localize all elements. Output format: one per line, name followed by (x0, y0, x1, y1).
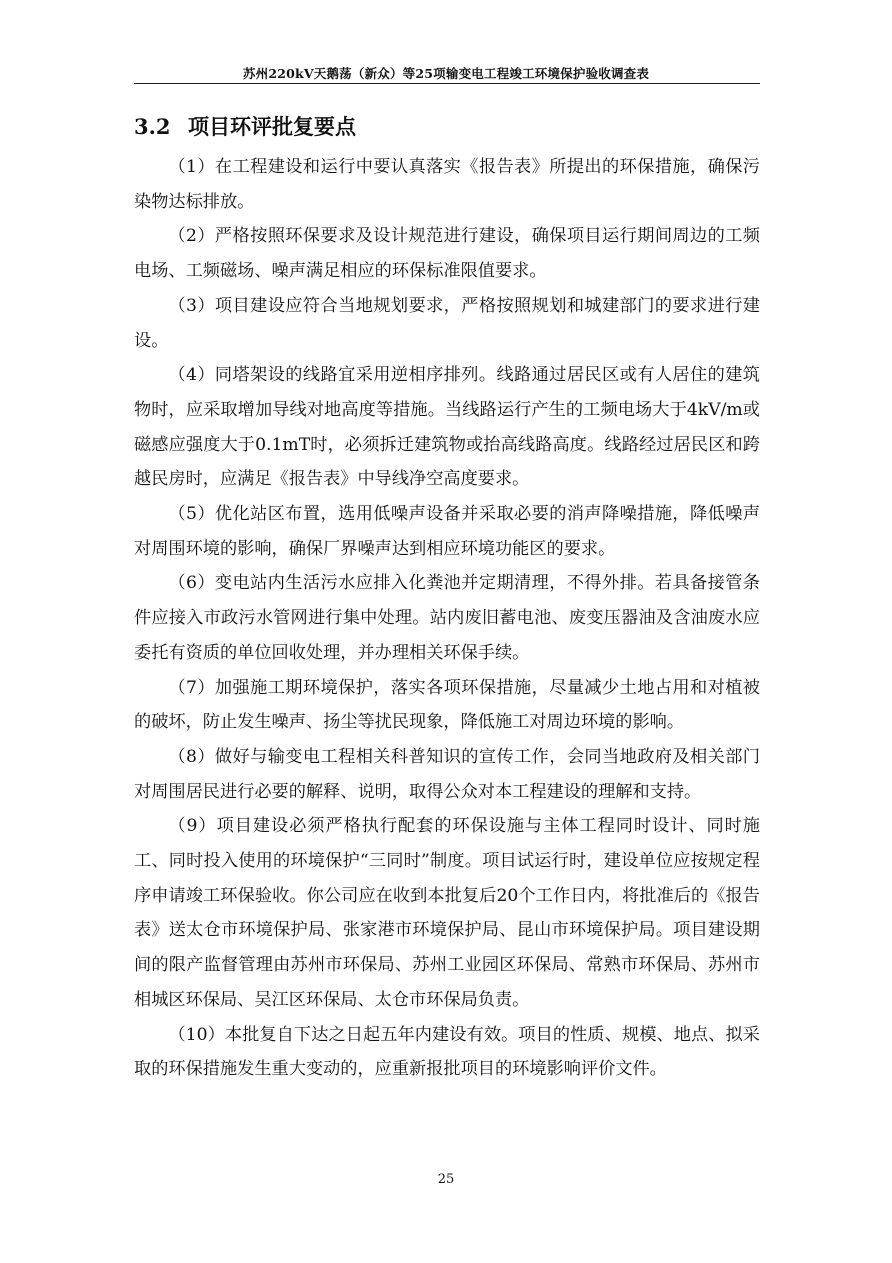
header-divider (134, 83, 760, 84)
approval-point-7: （7）加强施工期环境保护，落实各项环保措施，尽量减少土地占用和对植被的破坏，防止发生噪声、扬尘等扰民现象，降低施工对周边环境的影响。 (134, 677, 760, 733)
approval-point-6: （6）变电站内生活污水应排入化粪池并定期清理，不得外排。若具备接管条件应接入市政污水管网进行集中处理。站内废旧蓄电池、废变压器油及含油废水应委托有资质的单位回收处理，并办理相关环保手续。 (134, 573, 760, 663)
approval-point-8: （8）做好与输变电工程相关科普知识的宣传工作，会同当地政府及相关部门对周围居民进行必要的解释、说明，取得公众对本工程建设的理解和支持。 (134, 746, 760, 802)
approval-point-3: （3）项目建设应符合当地规划要求，严格按照规划和城建部门的要求进行建设。 (134, 295, 760, 351)
section-number: 3.2 (134, 114, 171, 139)
approval-point-1: （1）在工程建设和运行中要认真落实《报告表》所提出的环保措施，确保污染物达标排放。 (134, 157, 760, 212)
approval-point-10: （10）本批复自下达之日起五年内建设有效。项目的性质、规模、地点、拟采取的环保措施发生重大变动的，应重新报批项目的环境影响评价文件。 (134, 1024, 760, 1080)
approval-point-9: （9）项目建设必须严格执行配套的环保设施与主体工程同时设计、同时施工、同时投入使用的环境保护“三同时”制度。项目试运行时，建设单位应按规定程序申请竣工环保验收。你公司应在收到本批复后20个工作日内，将批准后的《报告表》送太仓市环境保护局、张家港市环境保护局、昆山市环境保护局。项目建设期间的限产监督管理由苏州市环保局、苏州工业园区环保局、常熟市环保局、苏州市相城区环保局、吴江区环保局、太仓市环保局负责。 (134, 816, 760, 1010)
approval-points-body (134, 150, 760, 1087)
approval-point-4: （4）同塔架设的线路宜采用逆相序排列。线路通过居民区或有人居住的建筑物时，应采取增加导线对地高度等措施。当线路运行产生的工频电场大于4kV/m或磁感应强度大于0.1mT时，必须拆迁建筑物或抬高线路高度。线路经过居民区和跨越民房时，应满足《报告表》中导线净空高度要求。 (134, 365, 760, 490)
page-number: 25 (437, 1172, 455, 1187)
approval-point-5: （5）优化站区布置，选用低噪声设备并采取必要的消声降噪措施，降低噪声对周围环境的影响，确保厂界噪声达到相应环境功能区的要求。 (134, 504, 760, 559)
section-heading (134, 111, 356, 141)
approval-point-2: （2）严格按照环保要求及设计规范进行建设，确保项目运行期间周边的工频电场、工频磁场、噪声满足相应的环保标准限值要求。 (134, 226, 760, 282)
running-header-title: 苏州220kV天鹅荡（新众）等25项输变电工程竣工环境保护验收调查表 (242, 66, 650, 81)
section-title: 项目环评批复要点 (188, 114, 356, 139)
